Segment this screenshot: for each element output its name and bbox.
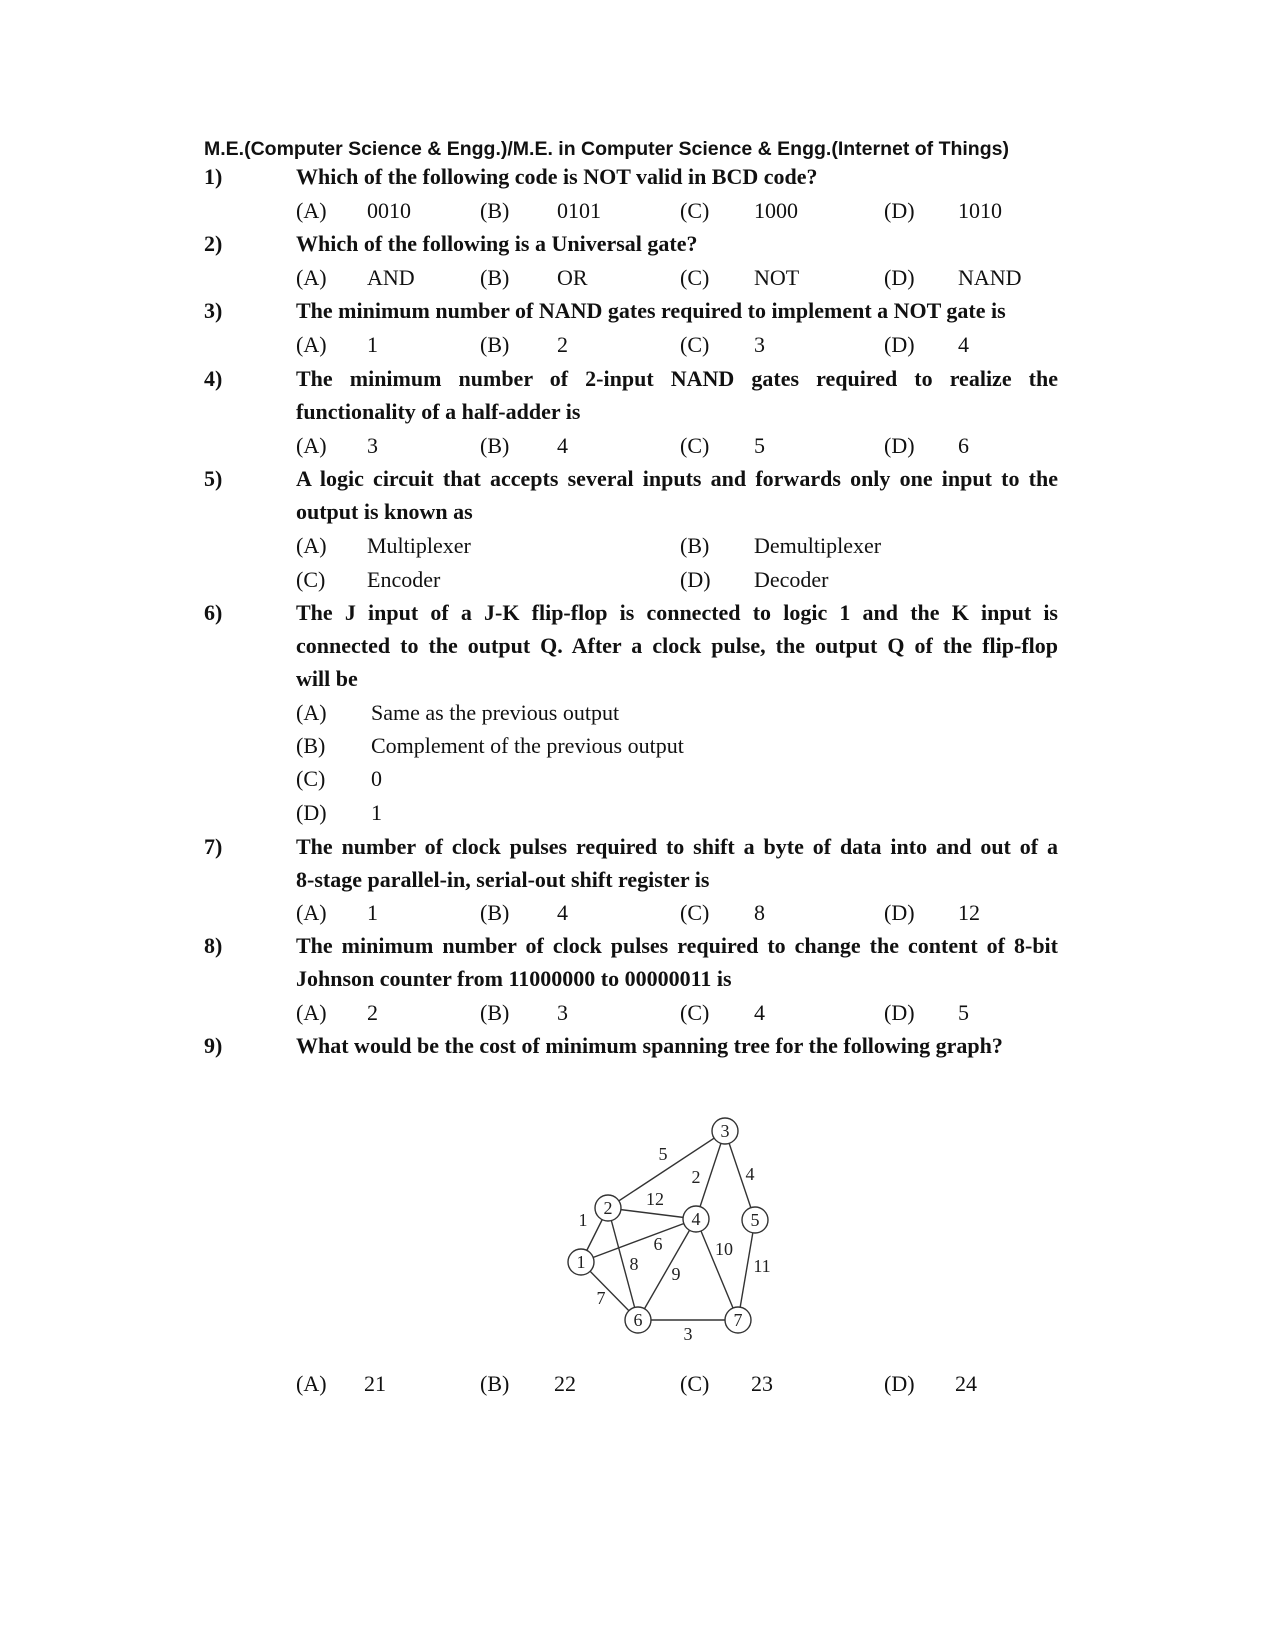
option-text: Same as the previous output: [371, 700, 620, 725]
option-text: 8: [754, 900, 765, 925]
option-label: (D): [884, 433, 915, 458]
option-text: Decoder: [754, 567, 829, 592]
option-text: 1010: [958, 198, 1002, 223]
question-text: The minimum number of clock pulses required to change the content of 8-bit: [296, 933, 1058, 958]
question-text: functionality of a half-adder is: [296, 399, 581, 424]
edge-1-4: [581, 1219, 696, 1262]
option-label: (C): [680, 332, 710, 357]
edge-weight: 4: [745, 1164, 755, 1184]
option-text: AND: [367, 265, 415, 290]
edge-weight: 10: [715, 1239, 733, 1259]
option-label: (A): [296, 332, 327, 357]
question-text: connected to the output Q. After a clock pulse, the output Q of the flip-flop: [296, 633, 1058, 658]
option-text: Complement of the previous output: [371, 733, 684, 758]
option-label: (B): [480, 1371, 510, 1396]
option-text: 1: [367, 332, 378, 357]
question-text: Which of the following code is NOT valid in BCD code?: [296, 164, 818, 189]
node-label: 2: [603, 1198, 613, 1218]
option-label: (C): [680, 1000, 710, 1025]
option-text: 3: [754, 332, 765, 357]
option-label: (B): [480, 265, 510, 290]
edge-weight: 12: [646, 1189, 664, 1209]
graph-diagram: [560, 1112, 790, 1352]
edge-4-6: [638, 1219, 696, 1320]
node-label: 7: [733, 1310, 743, 1330]
option-label: (B): [680, 533, 710, 558]
node-label: 3: [720, 1121, 730, 1141]
option-text: 0010: [367, 198, 411, 223]
edge-weight: 2: [691, 1167, 701, 1187]
option-text: 12: [958, 900, 980, 925]
option-text: 6: [958, 433, 969, 458]
option-label: (D): [884, 198, 915, 223]
edge-4-7: [696, 1219, 738, 1320]
option-text: NOT: [754, 265, 800, 290]
option-label: (A): [296, 1371, 327, 1396]
edge-weight: 1: [578, 1210, 588, 1230]
option-label: (D): [884, 265, 915, 290]
question-number: 5): [204, 466, 223, 491]
question-number: 7): [204, 834, 223, 859]
option-label: (D): [884, 1000, 915, 1025]
question-text: will be: [296, 666, 358, 691]
option-label: (D): [884, 900, 915, 925]
option-label: (D): [680, 567, 711, 592]
option-text: 24: [955, 1371, 977, 1396]
option-text: Demultiplexer: [754, 533, 882, 558]
question-text: The minimum number of 2-input NAND gates required to realize the: [296, 366, 1058, 391]
question-number: 2): [204, 231, 223, 256]
option-label: (D): [884, 332, 915, 357]
option-label: (A): [296, 700, 327, 725]
option-label: (C): [680, 265, 710, 290]
option-text: 1: [367, 900, 378, 925]
option-text: 0101: [557, 198, 601, 223]
question-number: 4): [204, 366, 223, 391]
question-text: The number of clock pulses required to shift a byte of data into and out of a: [296, 834, 1058, 859]
node-label: 1: [576, 1252, 586, 1272]
option-label: (D): [884, 1371, 915, 1396]
edge-weight: 5: [658, 1144, 668, 1164]
edge-2-3: [608, 1131, 725, 1208]
option-text: 3: [557, 1000, 568, 1025]
question-number: 1): [204, 164, 223, 189]
question-text: Which of the following is a Universal gate?: [296, 231, 698, 256]
page-header: M.E.(Computer Science & Engg.)/M.E. in Computer Science & Engg.(Internet of Things): [204, 138, 1009, 160]
edge-weight: 3: [683, 1324, 693, 1344]
edge-weight: 8: [629, 1254, 639, 1274]
option-text: 5: [754, 433, 765, 458]
option-text: 22: [554, 1371, 576, 1396]
option-label: (C): [680, 900, 710, 925]
option-label: (A): [296, 1000, 327, 1025]
question-text: The minimum number of NAND gates required to implement a NOT gate is: [296, 298, 1006, 323]
option-label: (B): [480, 900, 510, 925]
question-text: output is known as: [296, 499, 473, 524]
option-label: (B): [480, 1000, 510, 1025]
question-number: 8): [204, 933, 223, 958]
question-text: A logic circuit that accepts several inputs and forwards only one input to the: [296, 466, 1058, 491]
option-text: 5: [958, 1000, 969, 1025]
option-text: NAND: [958, 265, 1022, 290]
edge-weight: 6: [653, 1234, 663, 1254]
option-text: 4: [754, 1000, 765, 1025]
option-label: (C): [296, 567, 326, 592]
question-number: 6): [204, 600, 223, 625]
option-text: 3: [367, 433, 378, 458]
node-label: 6: [633, 1310, 643, 1330]
option-label: (B): [480, 332, 510, 357]
option-label: (B): [480, 198, 510, 223]
option-label: (C): [296, 766, 326, 791]
question-text: The J input of a J-K flip-flop is connected to logic 1 and the K input is: [296, 600, 1058, 625]
option-text: 0: [371, 766, 382, 791]
question-text: Johnson counter from 11000000 to 00000011 is: [296, 966, 732, 991]
edge-weight: 9: [671, 1264, 681, 1284]
question-number: 9): [204, 1033, 223, 1058]
option-label: (A): [296, 433, 327, 458]
option-text: 4: [958, 332, 969, 357]
option-text: 4: [557, 433, 568, 458]
option-text: 21: [364, 1371, 386, 1396]
edge-weight: 11: [753, 1256, 771, 1276]
option-label: (D): [296, 800, 327, 825]
option-label: (C): [680, 1371, 710, 1396]
question-number: 3): [204, 298, 223, 323]
node-label: 4: [691, 1209, 701, 1229]
option-label: (B): [296, 733, 326, 758]
option-label: (A): [296, 265, 327, 290]
edge-weight: 7: [596, 1288, 606, 1308]
option-label: (A): [296, 533, 327, 558]
option-label: (C): [680, 198, 710, 223]
option-text: Encoder: [367, 567, 441, 592]
option-text: 2: [367, 1000, 378, 1025]
option-text: OR: [557, 265, 588, 290]
option-text: 4: [557, 900, 568, 925]
option-text: 1: [371, 800, 382, 825]
option-label: (A): [296, 198, 327, 223]
option-text: 23: [751, 1371, 773, 1396]
option-text: 1000: [754, 198, 798, 223]
option-text: Multiplexer: [367, 533, 471, 558]
node-label: 5: [750, 1210, 760, 1230]
option-text: 2: [557, 332, 568, 357]
question-text: 8-stage parallel-in, serial-out shift register is: [296, 867, 710, 892]
option-label: (B): [480, 433, 510, 458]
question-text: What would be the cost of minimum spanning tree for the following graph?: [296, 1033, 1003, 1058]
option-label: (C): [680, 433, 710, 458]
option-label: (A): [296, 900, 327, 925]
